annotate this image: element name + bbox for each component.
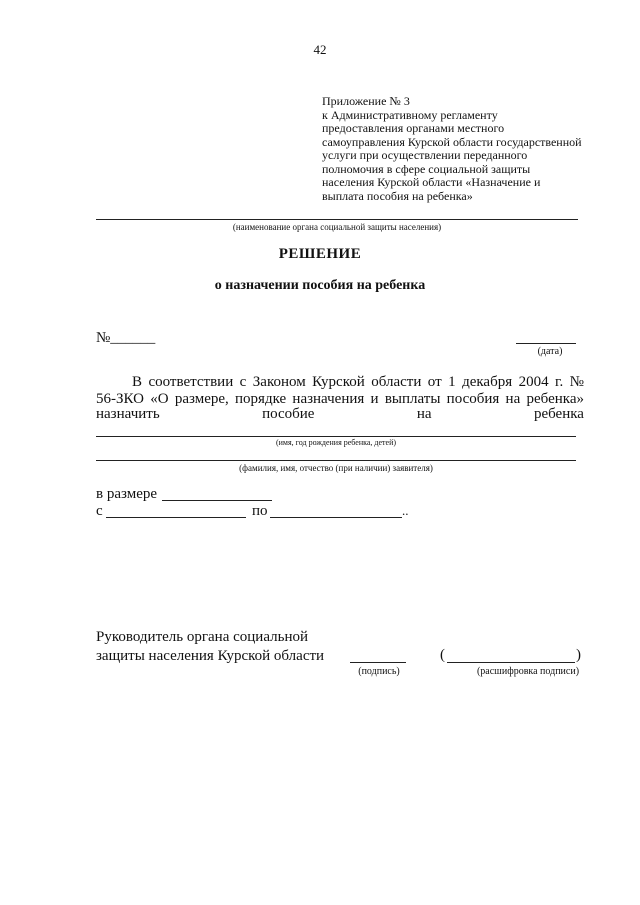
word-for: на bbox=[416, 406, 432, 422]
page-number: 42 bbox=[313, 42, 327, 57]
signature-field-line[interactable] bbox=[350, 662, 406, 663]
document-subtitle: о назначении пособия на ребенка bbox=[214, 278, 426, 293]
signature-decode-field-line[interactable] bbox=[447, 662, 575, 663]
signatory-position-line-1: Руководитель органа социальной bbox=[96, 629, 308, 645]
appendix-line: предоставления органами местного bbox=[322, 121, 505, 135]
amount-field-line[interactable] bbox=[162, 500, 272, 501]
decision-number-field[interactable]: №______ bbox=[96, 330, 156, 346]
appendix-line: населения Курской области «Назначение и bbox=[322, 175, 541, 189]
body-line-2: 56-ЗКО «О размере, порядке назначения и выплаты пособия на ребенка» bbox=[96, 391, 584, 407]
appendix-note bbox=[322, 95, 592, 203]
decode-close-paren: ) bbox=[576, 647, 581, 663]
appendix-line: Приложение № 3 bbox=[322, 94, 410, 108]
body-line-3 bbox=[96, 406, 584, 423]
to-label: по bbox=[252, 503, 268, 519]
body-line-1-text: В соответствии с Законом Курской области от 1 декабря 2004 г. № bbox=[132, 374, 584, 390]
appendix-line: самоуправления Курской области государственной bbox=[322, 134, 582, 149]
word-child: ребенка bbox=[533, 406, 584, 422]
child-info-field-line[interactable] bbox=[96, 436, 576, 437]
organ-name-field-line[interactable] bbox=[96, 219, 578, 220]
organ-name-caption: (наименование органа социальной защиты населения) bbox=[232, 222, 442, 232]
appendix-line: к Административному регламенту bbox=[322, 107, 498, 122]
appendix-line: полномочия в сфере социальной защиты bbox=[322, 161, 531, 176]
body-line-1 bbox=[96, 374, 584, 391]
word-benefit: пособие bbox=[262, 406, 315, 422]
from-label: с bbox=[96, 503, 103, 519]
amount-label: в размере bbox=[96, 486, 158, 502]
applicant-caption: (фамилия, имя, отчество (при наличии) заявителя) bbox=[239, 463, 433, 473]
word-assign: назначить bbox=[96, 406, 160, 422]
signatory-position-line-2: защиты населения Курской области bbox=[96, 648, 325, 664]
signature-decode-caption: (расшифровка подписи) bbox=[476, 666, 580, 677]
to-date-field-line[interactable] bbox=[270, 517, 402, 518]
applicant-field-line[interactable] bbox=[96, 460, 576, 461]
child-info-caption: (имя, год рождения ребенка, детей) bbox=[275, 438, 397, 447]
signature-caption: (подпись) bbox=[358, 666, 400, 677]
date-field-line[interactable] bbox=[516, 343, 576, 344]
appendix-line: выплата пособия на ребенка» bbox=[322, 188, 473, 203]
date-caption: (дата) bbox=[537, 346, 563, 357]
decode-open-paren: ( bbox=[440, 647, 445, 663]
document-title: РЕШЕНИЕ bbox=[278, 246, 362, 262]
period-end-mark: .. bbox=[402, 503, 409, 518]
appendix-line: услуги при осуществлении переданного bbox=[322, 148, 528, 162]
from-date-field-line[interactable] bbox=[106, 517, 246, 518]
